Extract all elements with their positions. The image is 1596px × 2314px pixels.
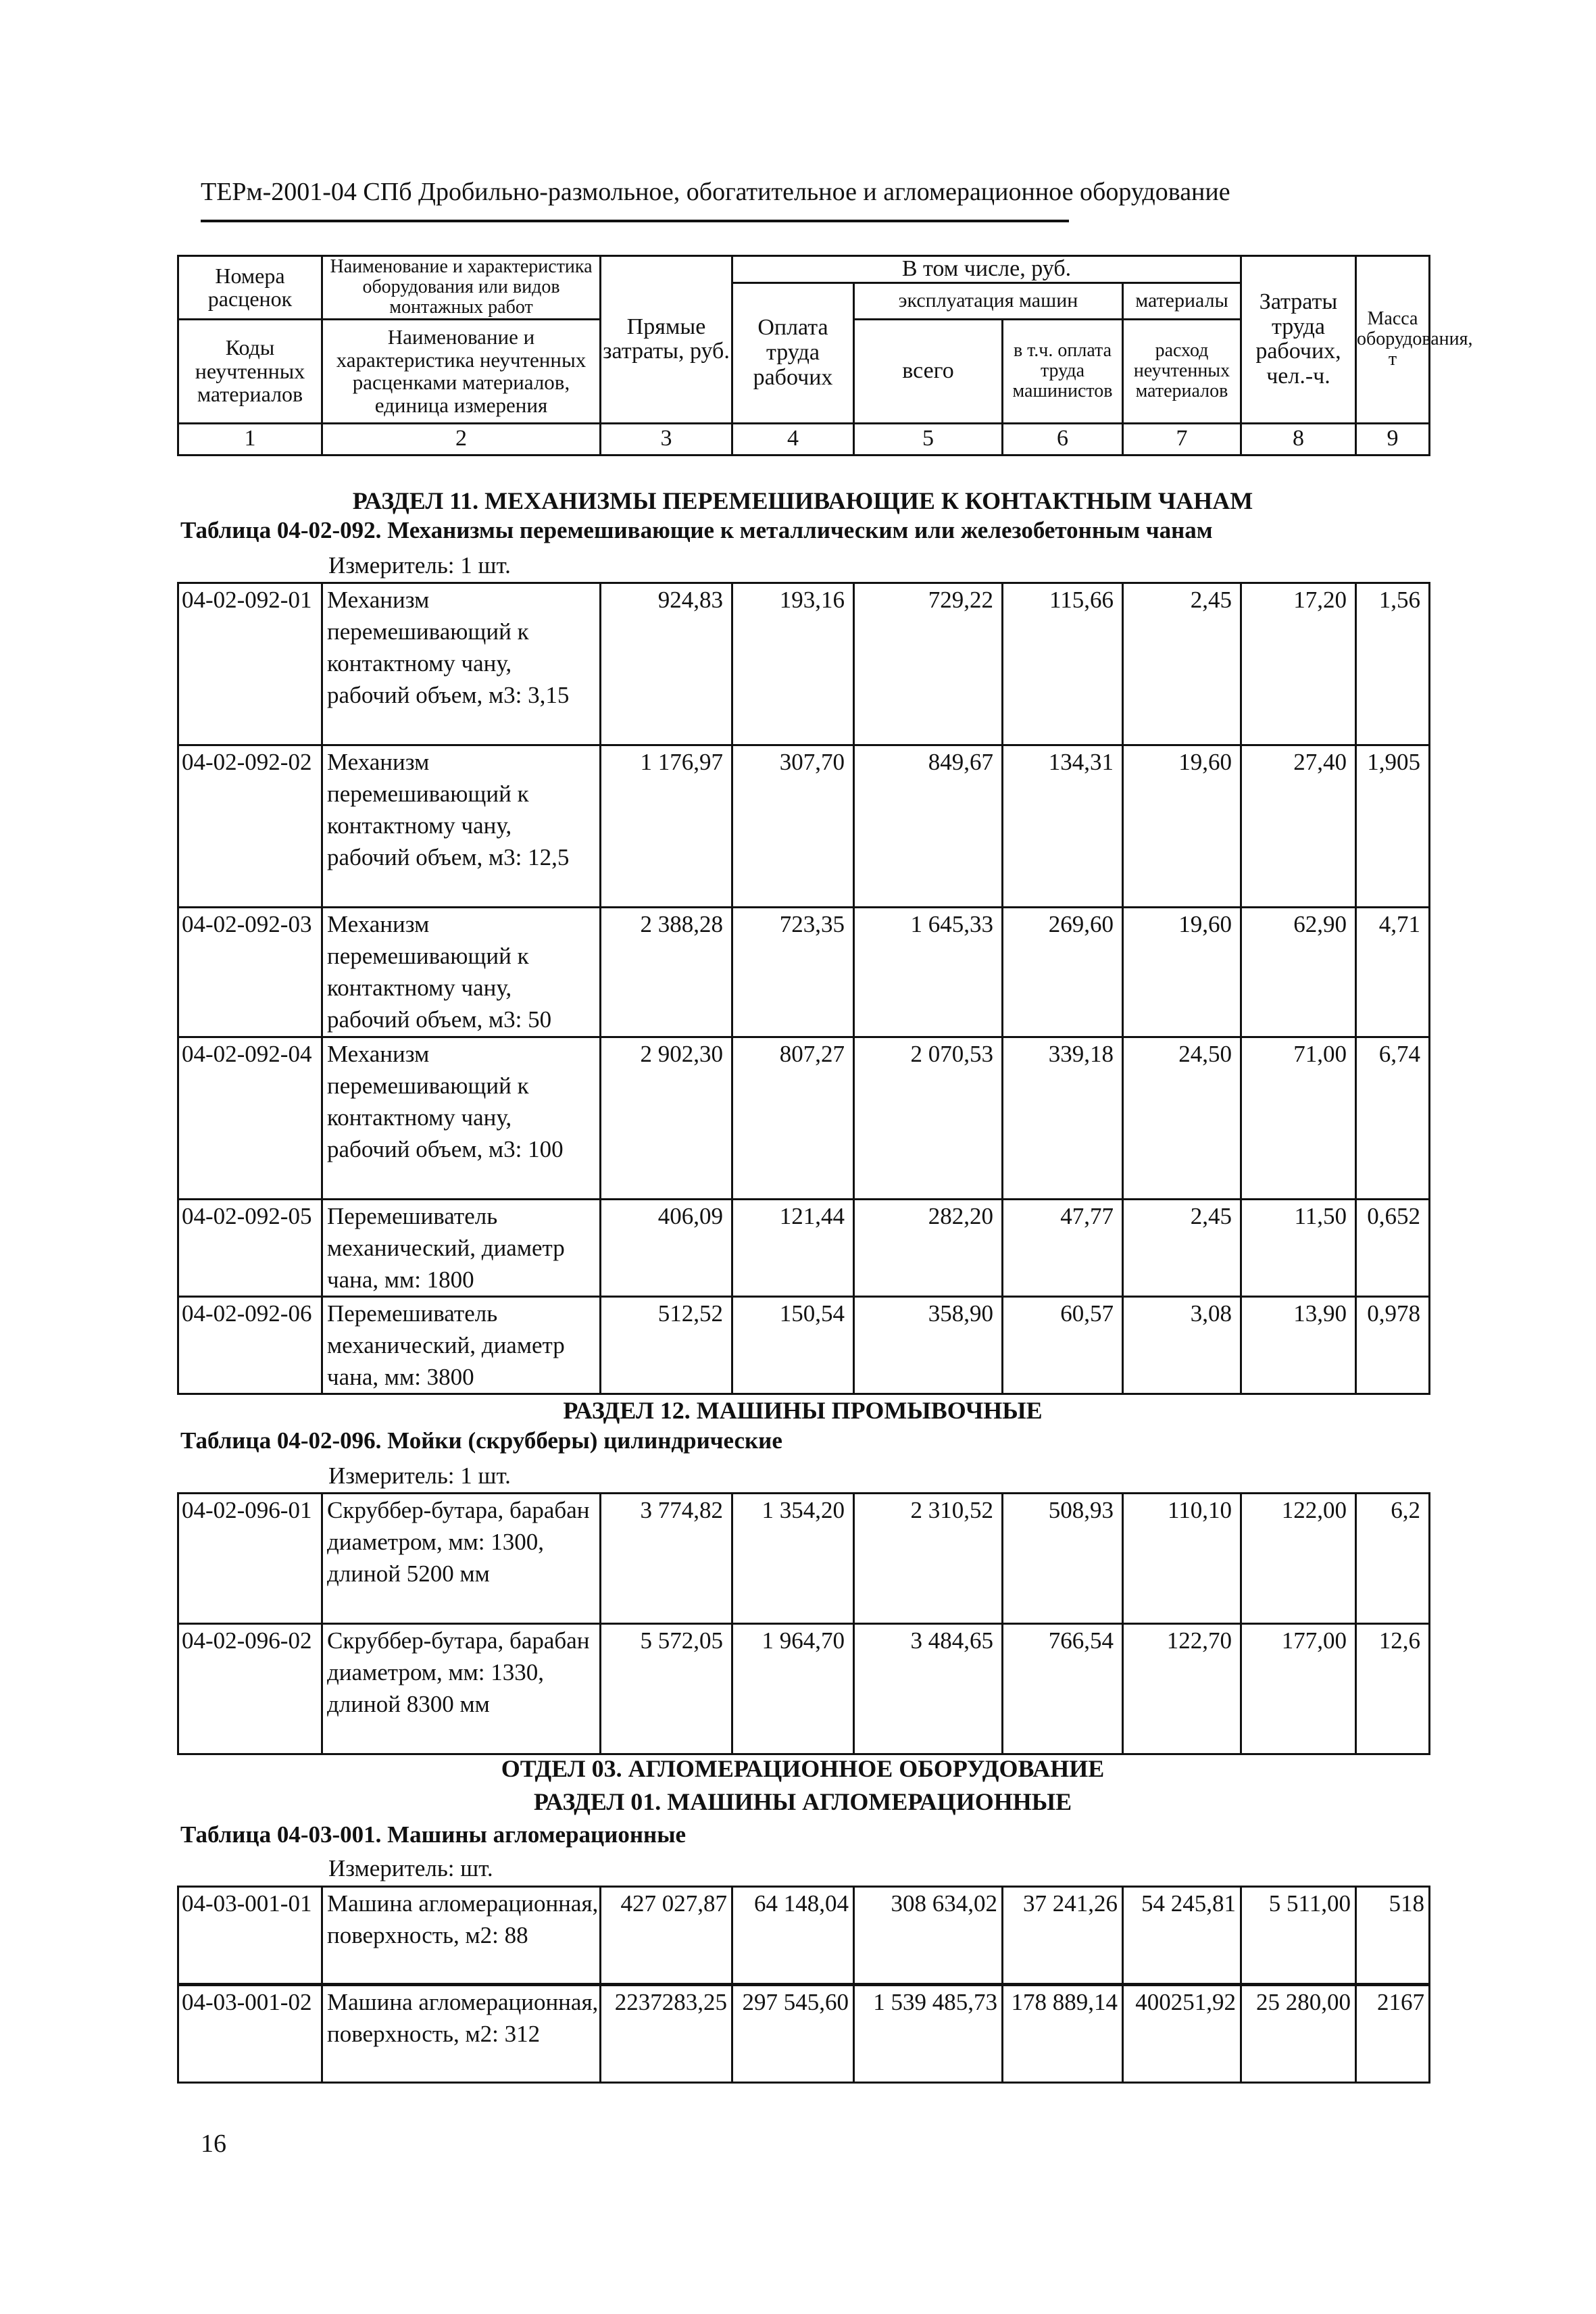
data-table-04-02-096 (177, 1492, 1430, 1755)
item-name: Скруббер-бутара, барабан диаметром, мм: 1300, длиной 5200 мм (322, 1494, 601, 1624)
labor-hours: 27,40 (1241, 745, 1356, 908)
table-row (178, 1494, 1430, 1624)
equipment-mass: 0,652 (1356, 1200, 1430, 1297)
machinists-cost: 508,93 (1003, 1494, 1123, 1624)
page-number: 16 (201, 2130, 226, 2158)
table-row (178, 583, 1430, 745)
item-name: Машина агломерационная, поверхность, м2: 312 (322, 1985, 601, 2083)
rate-code: 04-03-001-01 (178, 1887, 322, 1985)
machinists-cost: 47,77 (1003, 1200, 1123, 1297)
equipment-mass: 1,905 (1356, 745, 1430, 908)
direct-cost: 3 774,82 (601, 1494, 732, 1624)
col-labor-header: Оплата труда рабочих (732, 282, 854, 423)
machines-cost: 1 645,33 (854, 908, 1003, 1037)
table-row (178, 908, 1430, 1037)
rate-code: 04-02-092-03 (178, 908, 322, 1037)
measure-unit: Измеритель: шт. (328, 1855, 493, 1881)
column-header-table (177, 255, 1473, 456)
col-machinists-header: в т.ч. оплата труда машинистов (1003, 319, 1123, 423)
machines-cost: 1 539 485,73 (854, 1985, 1003, 2083)
machinists-cost: 178 889,14 (1003, 1985, 1123, 2083)
labor-hours: 71,00 (1241, 1037, 1356, 1200)
machines-cost: 308 634,02 (854, 1887, 1003, 1985)
item-name: Механизм перемешивающий к контактному чану, рабочий объем, м3: 100 (322, 1037, 601, 1200)
item-name: Скруббер-бутара, барабан диаметром, мм: 1330, длиной 8300 мм (322, 1624, 601, 1754)
machinists-cost: 766,54 (1003, 1624, 1123, 1754)
rate-code: 04-03-001-02 (178, 1985, 322, 2083)
table-title: Таблица 04-03-001. Машины агломерационные (180, 1821, 687, 1848)
direct-cost: 5 572,05 (601, 1624, 732, 1754)
labor-hours: 11,50 (1241, 1200, 1356, 1297)
machines-cost: 2 070,53 (854, 1037, 1003, 1200)
labor-hours: 177,00 (1241, 1624, 1356, 1754)
col-codes-header: Номера расценок (178, 256, 322, 320)
labor-hours: 17,20 (1241, 583, 1356, 745)
equipment-mass: 6,2 (1356, 1494, 1430, 1624)
direct-cost: 2 902,30 (601, 1037, 732, 1200)
item-name: Механизм перемешивающий к контактному чану, рабочий объем, м3: 50 (322, 908, 601, 1037)
labor-cost: 723,35 (732, 908, 854, 1037)
labor-hours: 25 280,00 (1241, 1985, 1356, 2083)
col-number: 3 (601, 423, 732, 455)
rate-code: 04-02-092-06 (178, 1297, 322, 1394)
group-header-materials: материалы (1123, 282, 1241, 319)
labor-cost: 307,70 (732, 745, 854, 908)
equipment-mass: 518 (1356, 1887, 1430, 1985)
measure-unit: Измеритель: 1 шт. (328, 1462, 511, 1489)
equipment-mass: 6,74 (1356, 1037, 1430, 1200)
col-number: 6 (1003, 423, 1123, 455)
col-mass-header: Масса оборудования, т (1356, 256, 1430, 424)
item-name: Машина агломерационная, поверхность, м2: 88 (322, 1887, 601, 1985)
group-header-machines: эксплуатация машин (854, 282, 1123, 319)
item-name: Механизм перемешивающий к контактному чану, рабочий объем, м3: 3,15 (322, 583, 601, 745)
item-name: Перемешиватель механический, диаметр чана, мм: 1800 (322, 1200, 601, 1297)
machinists-cost: 269,60 (1003, 908, 1123, 1037)
direct-cost: 406,09 (601, 1200, 732, 1297)
materials-cost: 54 245,81 (1123, 1887, 1241, 1985)
machinists-cost: 60,57 (1003, 1297, 1123, 1394)
direct-cost: 512,52 (601, 1297, 732, 1394)
labor-cost: 807,27 (732, 1037, 854, 1200)
col-materials-header: расход неучтенных материалов (1123, 319, 1241, 423)
table-title: Таблица 04-02-092. Механизмы перемешивающие к металлическим или железобетонным чанам (180, 517, 1213, 543)
rate-code: 04-02-092-05 (178, 1200, 322, 1297)
equipment-mass: 4,71 (1356, 908, 1430, 1037)
machines-cost: 2 310,52 (854, 1494, 1003, 1624)
labor-hours: 62,90 (1241, 908, 1356, 1037)
labor-cost: 150,54 (732, 1297, 854, 1394)
machinists-cost: 134,31 (1003, 745, 1123, 908)
rate-code: 04-02-092-04 (178, 1037, 322, 1200)
labor-hours: 122,00 (1241, 1494, 1356, 1624)
materials-cost: 110,10 (1123, 1494, 1241, 1624)
equipment-mass: 0,978 (1356, 1297, 1430, 1394)
col-number: 9 (1356, 423, 1430, 455)
rate-code: 04-02-092-02 (178, 745, 322, 908)
department-title: ОТДЕЛ 03. АГЛОМЕРАЦИОННОЕ ОБОРУДОВАНИЕ (501, 1755, 1105, 1782)
labor-cost: 1 964,70 (732, 1624, 854, 1754)
machines-cost: 358,90 (854, 1297, 1003, 1394)
materials-cost: 122,70 (1123, 1624, 1241, 1754)
table-row (178, 1985, 1430, 2083)
table-row (178, 745, 1430, 908)
measure-unit: Измеритель: 1 шт. (328, 552, 511, 578)
equipment-mass: 2167 (1356, 1985, 1430, 2083)
labor-cost: 193,16 (732, 583, 854, 745)
rate-code: 04-02-096-02 (178, 1624, 322, 1754)
table-row (178, 1200, 1430, 1297)
direct-cost: 2237283,25 (601, 1985, 732, 2083)
materials-cost: 400251,92 (1123, 1985, 1241, 2083)
equipment-mass: 1,56 (1356, 583, 1430, 745)
direct-cost: 1 176,97 (601, 745, 732, 908)
page-header: ТЕРм-2001-04 СПб Дробильно-размольное, обогатительное и агломерационное оборудование (201, 178, 1230, 206)
item-name: Перемешиватель механический, диаметр чана, мм: 3800 (322, 1297, 601, 1394)
col-number: 4 (732, 423, 854, 455)
col-machines-total-header: всего (854, 319, 1003, 423)
machinists-cost: 37 241,26 (1003, 1887, 1123, 1985)
header-rule (201, 220, 1069, 222)
col-codes-materials-header: Коды неучтенных материалов (178, 319, 322, 423)
labor-hours: 13,90 (1241, 1297, 1356, 1394)
group-header-incl: В том числе, руб. (732, 256, 1241, 283)
labor-cost: 64 148,04 (732, 1887, 854, 1985)
equipment-mass: 12,6 (1356, 1624, 1430, 1754)
data-table-04-02-092 (177, 582, 1430, 1395)
materials-cost: 3,08 (1123, 1297, 1241, 1394)
table-row (178, 1037, 1430, 1200)
table-title: Таблица 04-02-096. Мойки (скрубберы) цилиндрические (180, 1427, 782, 1454)
item-name: Механизм перемешивающий к контактному чану, рабочий объем, м3: 12,5 (322, 745, 601, 908)
data-table-04-03-001 (177, 1886, 1430, 2084)
machinists-cost: 339,18 (1003, 1037, 1123, 1200)
materials-cost: 24,50 (1123, 1037, 1241, 1200)
col-number: 8 (1241, 423, 1356, 455)
labor-cost: 1 354,20 (732, 1494, 854, 1624)
machines-cost: 849,67 (854, 745, 1003, 908)
col-number: 1 (178, 423, 322, 455)
section-title: РАЗДЕЛ 11. МЕХАНИЗМЫ ПЕРЕМЕШИВАЮЩИЕ К КОНТАКТНЫМ ЧАНАМ (352, 487, 1253, 514)
col-number: 2 (322, 423, 601, 455)
col-name-header: Наименование и характеристика оборудования или видов монтажных работ (322, 256, 601, 320)
direct-cost: 924,83 (601, 583, 732, 745)
section-title: РАЗДЕЛ 01. МАШИНЫ АГЛОМЕРАЦИОННЫЕ (533, 1788, 1072, 1815)
col-number: 5 (854, 423, 1003, 455)
col-hours-header: Затраты труда рабочих, чел.-ч. (1241, 256, 1356, 424)
machines-cost: 3 484,65 (854, 1624, 1003, 1754)
col-number: 7 (1123, 423, 1241, 455)
materials-cost: 19,60 (1123, 745, 1241, 908)
rate-code: 04-02-096-01 (178, 1494, 322, 1624)
direct-cost: 427 027,87 (601, 1887, 732, 1985)
labor-hours: 5 511,00 (1241, 1887, 1356, 1985)
rate-code: 04-02-092-01 (178, 583, 322, 745)
col-material-name-header: Наименование и характеристика неучтенных расценками материалов, единица измерения (322, 319, 601, 423)
machines-cost: 729,22 (854, 583, 1003, 745)
direct-cost: 2 388,28 (601, 908, 732, 1037)
table-row (178, 1887, 1430, 1985)
machinists-cost: 115,66 (1003, 583, 1123, 745)
labor-cost: 121,44 (732, 1200, 854, 1297)
materials-cost: 2,45 (1123, 583, 1241, 745)
table-row (178, 1297, 1430, 1394)
table-row (178, 1624, 1430, 1754)
section-title: РАЗДЕЛ 12. МАШИНЫ ПРОМЫВОЧНЫЕ (563, 1397, 1043, 1424)
materials-cost: 19,60 (1123, 908, 1241, 1037)
labor-cost: 297 545,60 (732, 1985, 854, 2083)
materials-cost: 2,45 (1123, 1200, 1241, 1297)
col-direct-header: Прямые затраты, руб. (601, 256, 732, 424)
machines-cost: 282,20 (854, 1200, 1003, 1297)
